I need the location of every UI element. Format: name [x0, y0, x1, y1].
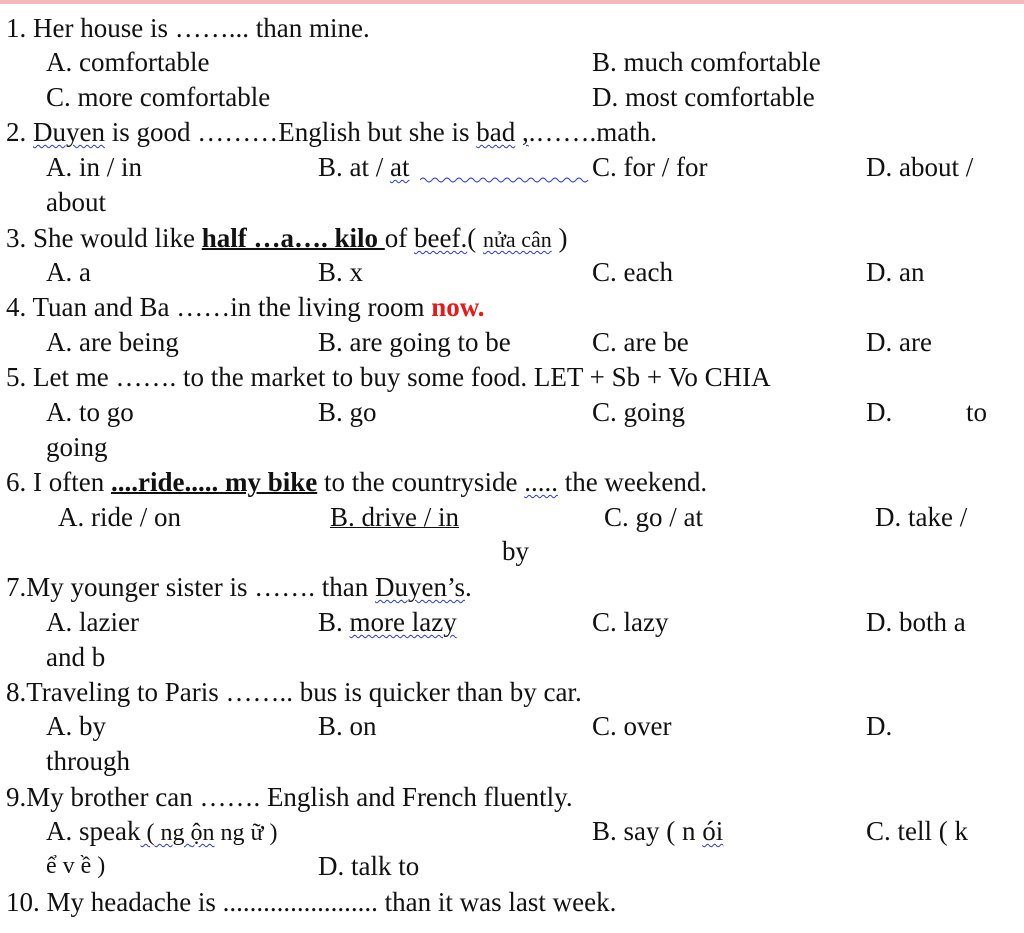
question-10: 10. My headache is ....................... than it was last week. [6, 887, 617, 917]
q5-option-a[interactable]: A. to go [46, 397, 134, 427]
q5-option-c[interactable]: C. going [592, 397, 686, 427]
q6-option-c[interactable]: C. go / at [604, 502, 703, 532]
q7-option-d-continued: and b [46, 642, 106, 672]
spell-check-squiggle [420, 176, 592, 184]
q9-option-a[interactable]: A. speak ( ng ộn ng ữ ) [46, 816, 278, 846]
q6-option-a[interactable]: A. ride / on [58, 502, 181, 532]
q2-option-d[interactable]: D. about / [866, 152, 974, 182]
q2-option-a[interactable]: A. in / in [46, 152, 143, 182]
q3-option-d[interactable]: D. an [866, 257, 925, 287]
q5-option-d[interactable]: D. [866, 397, 893, 427]
q8-option-d-continued: through [46, 746, 130, 776]
q9-option-b[interactable]: B. say ( n ói [592, 816, 724, 846]
question-2: 2. Duyen is good ………English but she is bad ,.…….math. [6, 117, 657, 147]
q9-option-c-continued: ể v ề ) [46, 853, 106, 879]
q7-option-b[interactable]: B. more lazy [318, 607, 457, 637]
q6-option-d-continued: by [502, 536, 529, 566]
q8-option-d[interactable]: D. [866, 711, 893, 741]
q7-option-d[interactable]: D. both a [866, 607, 966, 637]
question-4: 4. Tuan and Ba ……in the living room now. [6, 292, 485, 322]
q5-option-b[interactable]: B. go [318, 397, 377, 427]
question-3: 3. She would like half …a…. kilo of beef.( nửa cân ) [6, 223, 568, 253]
q1-option-d[interactable]: D. most comfortable [592, 82, 815, 112]
q8-option-a[interactable]: A. by [46, 711, 106, 741]
q7-option-a[interactable]: A. lazier [46, 607, 139, 637]
q7-option-c[interactable]: C. lazy [592, 607, 669, 637]
q4-option-c[interactable]: C. are be [592, 327, 689, 357]
question-9: 9.My brother can ……. English and French fluently. [6, 782, 573, 812]
q5-option-d-text: to [966, 397, 988, 427]
q1-option-b[interactable]: B. much comfortable [592, 47, 821, 77]
q2-option-d-continued: about [46, 187, 106, 217]
q3-option-b[interactable]: B. x [318, 257, 364, 287]
q4-option-d[interactable]: D. are [866, 327, 932, 357]
q3-option-c[interactable]: C. each [592, 257, 673, 287]
q8-option-b[interactable]: B. on [318, 711, 377, 741]
question-7: 7.My younger sister is ……. than Duyen’s. [6, 572, 472, 602]
question-8: 8.Traveling to Paris …….. bus is quicker than by car. [6, 677, 582, 707]
q8-option-c[interactable]: C. over [592, 711, 672, 741]
q6-option-b[interactable]: B. drive / in [330, 502, 459, 532]
question-5: 5. Let me ……. to the market to buy some food. LET + Sb + Vo CHIA [6, 362, 771, 392]
q2-option-b[interactable]: B. at / at [318, 152, 410, 182]
q9-option-d[interactable]: D. talk to [318, 851, 420, 881]
q2-option-c[interactable]: C. for / for [592, 152, 708, 182]
q1-option-c[interactable]: C. more comfortable [46, 82, 271, 112]
q5-option-d-continued: going [46, 432, 108, 462]
q3-option-a[interactable]: A. a [46, 257, 91, 287]
question-6: 6. I often ....ride..... my bike to the countryside ..... the weekend. [6, 467, 708, 497]
q4-option-a[interactable]: A. are being [46, 327, 179, 357]
q1-option-a[interactable]: A. comfortable [46, 47, 210, 77]
q6-option-d[interactable]: D. take / [875, 502, 968, 532]
q9-option-c[interactable]: C. tell ( k [866, 816, 968, 846]
top-border [0, 0, 1024, 4]
q4-option-b[interactable]: B. are going to be [318, 327, 511, 357]
question-1: 1. Her house is ……... than mine. [6, 13, 370, 43]
